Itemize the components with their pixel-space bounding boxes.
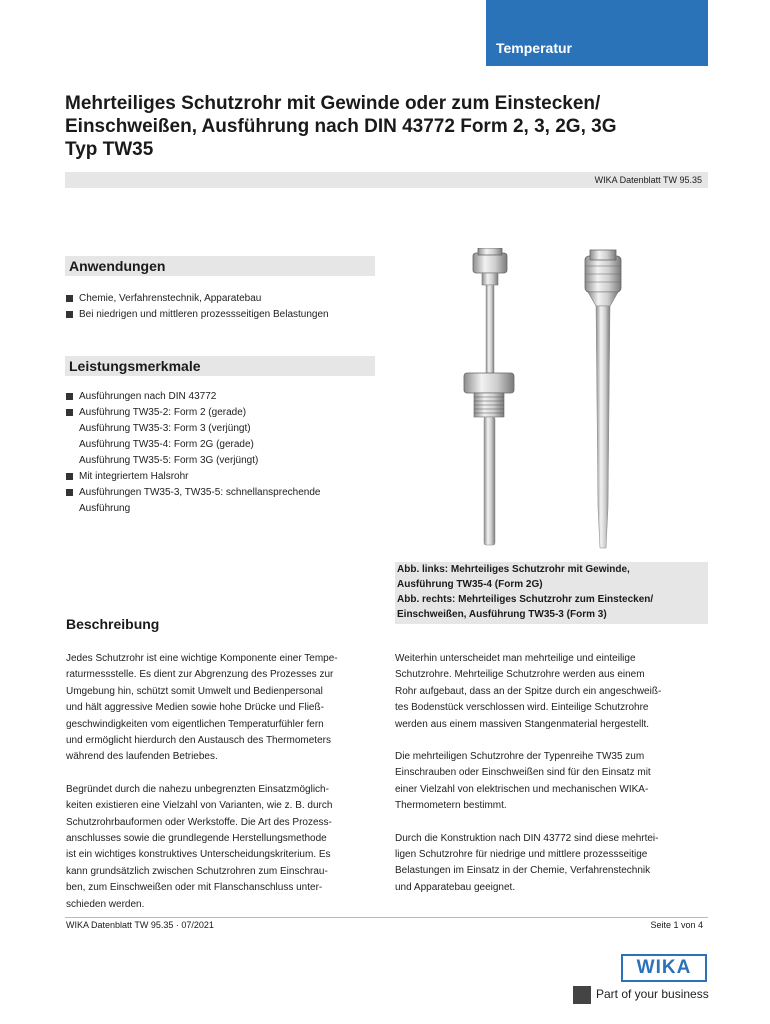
thermowell-right bbox=[585, 250, 621, 548]
list-item-text: Mit integriertem Halsrohr bbox=[79, 471, 189, 482]
text-line: während des laufenden Betriebes. bbox=[66, 751, 218, 763]
list-item-text: Ausführung TW35-3: Form 3 (verjüngt) bbox=[79, 423, 251, 434]
text-line: ben, zum Einschweißen oder mit Flanschanschluss unter- bbox=[66, 882, 323, 894]
list-item bbox=[66, 453, 320, 469]
text-line: einer Vielzahl von elektrischen und mechanischen WIKA- bbox=[395, 783, 649, 795]
text-line: Umgebung hin, schützt somit Umwelt und Bedienpersonal bbox=[66, 685, 323, 697]
list-item-text: Ausführung TW35-5: Form 3G (verjüngt) bbox=[79, 455, 259, 466]
section-heading-beschreibung: Beschreibung bbox=[66, 616, 160, 632]
text-line: Belastungen im Einsatz in der Chemie, Verfahrenstechnik bbox=[395, 865, 651, 877]
list-item bbox=[66, 405, 320, 421]
tagline-square-icon bbox=[573, 986, 591, 1004]
bullet-icon bbox=[66, 489, 73, 496]
category-tab bbox=[486, 0, 708, 66]
list-item bbox=[66, 437, 320, 453]
list-item bbox=[66, 307, 329, 323]
anwendungen-list bbox=[66, 291, 329, 323]
title-line: Mehrteiliges Schutzrohr mit Gewinde oder zum Einstecken/ bbox=[65, 93, 601, 114]
text-line: Die mehrteiligen Schutzrohre der Typenreihe TW35 zum bbox=[395, 751, 645, 763]
tagline-text: Part of your business bbox=[596, 987, 709, 1001]
caption-line: Abb. rechts: Mehrteiliges Schutzrohr zum Einstecken/ bbox=[397, 594, 654, 605]
bullet-icon bbox=[66, 295, 73, 302]
text-line: Einschrauben oder Einschweißen sind für den Einsatz mit bbox=[395, 767, 651, 779]
list-item-text: Bei niedrigen und mittleren prozessseitigen Belastungen bbox=[79, 309, 329, 320]
text-line: ligen Schutzrohre für niedrige und mittlere prozessseitige bbox=[395, 849, 648, 861]
text-line: schieden werden. bbox=[66, 898, 145, 910]
title-line: Einschweißen, Ausführung nach DIN 43772 Form 2, 3, 2G, 3G bbox=[65, 116, 617, 137]
bullet-icon bbox=[66, 311, 73, 318]
footer-datasheet: WIKA Datenblatt TW 95.35 · 07/2021 bbox=[66, 920, 214, 930]
section-heading-leistungsmerkmale bbox=[65, 356, 375, 376]
text-line: raturmessstelle. Es dient zur Abgrenzung des Prozesses zur bbox=[66, 669, 334, 681]
text-line: kann grundsätzlich zwischen Schutzrohren zum Einschrau- bbox=[66, 865, 328, 877]
text-line: Durch die Konstruktion nach DIN 43772 sind diese mehrtei- bbox=[395, 832, 659, 844]
caption-line: Ausführung TW35-4 (Form 2G) bbox=[397, 579, 543, 590]
text-line: geschwindigkeiten vom eigentlichen Temperaturfühler fern bbox=[66, 718, 324, 730]
text-line: Thermometern bestimmt. bbox=[395, 800, 507, 812]
list-item-text: Ausführung TW35-4: Form 2G (gerade) bbox=[79, 439, 254, 450]
text-line: Begründet durch die nahezu unbegrenzten Einsatzmöglich- bbox=[66, 783, 329, 795]
bullet-icon bbox=[66, 473, 73, 480]
list-item bbox=[66, 291, 329, 307]
list-item bbox=[66, 501, 320, 517]
caption-line: Abb. links: Mehrteiliges Schutzrohr mit Gewinde, bbox=[397, 564, 630, 575]
list-item bbox=[66, 485, 320, 501]
caption-line: Einschweißen, Ausführung TW35-3 (Form 3) bbox=[397, 609, 607, 620]
wika-logo-text: WIKA bbox=[636, 957, 692, 978]
text-line: Schutzrohre. Mehrteilige Schutzrohre werden aus einem bbox=[395, 669, 645, 681]
list-item bbox=[66, 469, 320, 485]
text-line: und Apparatebau geeignet. bbox=[395, 881, 516, 893]
datasheet-ref: WIKA Datenblatt TW 95.35 bbox=[594, 175, 702, 185]
list-item-text: Ausführungen nach DIN 43772 bbox=[79, 391, 217, 402]
list-item-text: Ausführungen TW35-3, TW35-5: schnellansprechende bbox=[79, 487, 321, 498]
description-left-column bbox=[66, 651, 338, 913]
footer-divider bbox=[65, 917, 708, 918]
figure-caption bbox=[395, 562, 708, 624]
thermowell-left bbox=[464, 248, 514, 545]
text-line: Weiterhin unterscheidet man mehrteilige und einteilige bbox=[395, 653, 636, 664]
datasheet-bar bbox=[65, 172, 708, 188]
text-line: ist ein wichtiges konstruktives Unterscheidungskriterium. Es bbox=[66, 849, 331, 861]
wika-logo bbox=[621, 954, 707, 982]
list-item bbox=[66, 389, 320, 405]
text-line: keiten existieren eine Vielzahl von Varianten, wie z. B. durch bbox=[66, 800, 333, 812]
footer-page-number: Seite 1 von 4 bbox=[650, 920, 703, 930]
section-heading-label: Leistungsmerkmale bbox=[69, 358, 201, 374]
category-tab-label: Temperatur bbox=[496, 40, 572, 56]
title-line: Typ TW35 bbox=[65, 139, 154, 160]
text-line: und ermöglicht hierdurch den Austausch des Thermometers bbox=[66, 735, 331, 747]
section-heading-anwendungen bbox=[65, 256, 375, 276]
description-right-column bbox=[395, 651, 661, 896]
section-heading-label: Anwendungen bbox=[69, 258, 166, 274]
text-line: werden aus einem massiven Stangenmaterial hergestellt. bbox=[395, 718, 650, 730]
bullet-icon bbox=[66, 409, 73, 416]
text-line: und hält aggressive Medien sowie hohe Drücke und Fließ- bbox=[66, 702, 324, 714]
text-line: tes Bodenstück verschlossen wird. Einteilige Schutzrohre bbox=[395, 702, 649, 714]
list-item bbox=[66, 421, 320, 437]
leistungsmerkmale-list bbox=[66, 389, 320, 517]
text-line: anschlusses sowie die grundlegende Herstellungsmethode bbox=[66, 833, 327, 845]
list-item-text: Ausführung TW35-2: Form 2 (gerade) bbox=[79, 407, 247, 418]
bullet-icon bbox=[66, 393, 73, 400]
list-item-text: Chemie, Verfahrenstechnik, Apparatebau bbox=[79, 293, 262, 304]
page-title bbox=[65, 92, 705, 161]
text-line: Schutzrohrbauformen oder Werkstoffe. Die Art des Prozess- bbox=[66, 816, 332, 828]
text-line: Jedes Schutzrohr ist eine wichtige Komponente einer Tempe- bbox=[66, 653, 338, 664]
list-item-text: Ausführung bbox=[79, 503, 131, 514]
text-line: Rohr aufgebaut, dass an der Spitze durch ein angeschweiß- bbox=[395, 685, 662, 697]
thermowell-product-image bbox=[440, 248, 660, 558]
